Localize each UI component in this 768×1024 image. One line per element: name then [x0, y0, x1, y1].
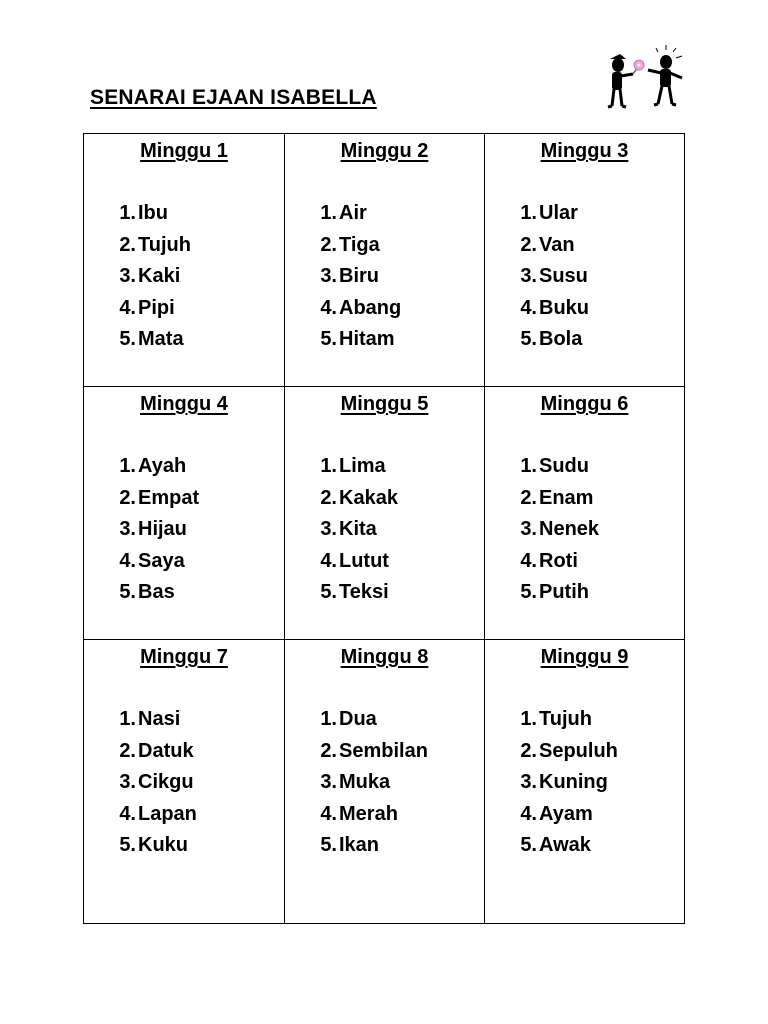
list-item	[514, 202, 589, 234]
list-item	[113, 518, 199, 550]
spelling-word: Bola	[539, 328, 583, 351]
item-number: 3.	[119, 771, 136, 794]
spelling-word: Dua	[339, 708, 377, 730]
word-list	[314, 708, 428, 866]
word-list	[514, 202, 589, 360]
word-list	[514, 708, 618, 866]
spelling-word: Kuning	[539, 771, 608, 794]
list-item	[514, 708, 618, 740]
spelling-word: Nasi	[138, 708, 181, 730]
item-number: 5.	[119, 328, 136, 351]
item-number: 4.	[520, 296, 537, 319]
week-cell	[285, 387, 485, 640]
item-number: 2.	[119, 739, 136, 762]
item-number: 5.	[119, 581, 136, 604]
item-number: 3.	[520, 771, 537, 794]
spelling-word: Awak	[539, 834, 591, 857]
spelling-table	[83, 133, 685, 924]
item-number: 5.	[320, 581, 337, 604]
item-number: 3.	[320, 518, 337, 541]
item-number: 1.	[320, 455, 337, 477]
list-item	[113, 550, 199, 582]
item-number: 1.	[520, 455, 537, 477]
spelling-word: Tujuh	[539, 708, 592, 730]
spelling-word: Lima	[339, 455, 386, 477]
week-cell	[84, 387, 285, 640]
spelling-word: Sudu	[539, 455, 589, 477]
list-item	[113, 297, 191, 329]
list-item	[314, 455, 398, 487]
list-item	[113, 581, 199, 613]
item-number: 5.	[520, 328, 537, 351]
list-item	[314, 328, 401, 360]
spelling-word: Tiga	[339, 233, 380, 256]
spelling-word: Ular	[539, 202, 578, 224]
page-title: SENARAI EJAAN ISABELLA	[90, 86, 377, 109]
week-heading: Minggu 5	[340, 393, 429, 415]
spelling-word: Cikgu	[138, 771, 194, 794]
item-number: 1.	[320, 202, 337, 224]
list-item	[314, 265, 401, 297]
week-heading: Minggu 2	[340, 140, 429, 162]
list-item	[514, 550, 599, 582]
spelling-word: Ibu	[138, 202, 168, 224]
spelling-word: Muka	[339, 771, 391, 794]
list-item	[314, 771, 428, 803]
item-number: 4.	[119, 296, 136, 319]
list-item	[113, 834, 197, 866]
week-heading: Minggu 8	[340, 646, 429, 668]
word-list	[113, 202, 191, 360]
spelling-word: Van	[539, 233, 575, 256]
list-item	[314, 297, 401, 329]
spelling-word: Lapan	[138, 802, 197, 825]
week-cell	[485, 640, 684, 923]
item-number: 1.	[520, 708, 537, 730]
list-item	[314, 803, 428, 835]
week-cell	[485, 134, 684, 387]
spelling-word: Empat	[138, 486, 200, 509]
item-number: 1.	[520, 202, 537, 224]
spelling-word: Mata	[138, 328, 184, 351]
list-item	[314, 487, 398, 519]
list-item	[514, 234, 589, 266]
spelling-word: Kakak	[339, 486, 398, 509]
week-cell	[84, 640, 285, 923]
list-item	[113, 803, 197, 835]
word-list	[314, 455, 398, 613]
people-giving-flower-icon	[600, 44, 696, 110]
week-cell	[485, 387, 684, 640]
week-heading: Minggu 4	[140, 393, 228, 415]
list-item	[314, 834, 428, 866]
list-item	[514, 328, 589, 360]
spelling-word: Tujuh	[138, 233, 191, 256]
list-item	[514, 455, 599, 487]
list-item	[314, 708, 428, 740]
list-item	[113, 234, 191, 266]
item-number: 5.	[320, 834, 337, 857]
spelling-word: Sepuluh	[539, 739, 618, 762]
spelling-word: Roti	[539, 549, 578, 572]
item-number: 1.	[119, 708, 136, 730]
week-heading: Minggu 3	[540, 140, 629, 162]
item-number: 4.	[520, 802, 537, 825]
spelling-word: Saya	[138, 549, 185, 572]
week-cell	[285, 134, 485, 387]
list-item	[113, 265, 191, 297]
list-item	[514, 834, 618, 866]
list-item	[314, 550, 398, 582]
item-number: 4.	[320, 802, 337, 825]
list-item	[514, 771, 618, 803]
item-number: 1.	[119, 455, 136, 477]
list-item	[113, 487, 199, 519]
list-item	[514, 297, 589, 329]
spelling-word: Nenek	[539, 518, 600, 541]
list-item	[113, 708, 197, 740]
word-list	[113, 708, 197, 866]
item-number: 3.	[520, 265, 537, 288]
item-number: 3.	[119, 518, 136, 541]
item-number: 5.	[320, 328, 337, 351]
list-item	[314, 581, 398, 613]
list-item	[514, 581, 599, 613]
item-number: 2.	[320, 739, 337, 762]
item-number: 3.	[520, 518, 537, 541]
spelling-word: Kuku	[138, 834, 188, 857]
spelling-word: Pipi	[138, 296, 175, 319]
spelling-word: Kita	[339, 518, 377, 541]
list-item	[514, 803, 618, 835]
week-cell	[285, 640, 485, 923]
item-number: 2.	[320, 486, 337, 509]
item-number: 2.	[520, 233, 537, 256]
spelling-word: Merah	[339, 802, 398, 825]
spelling-word: Kaki	[138, 265, 181, 288]
list-item	[314, 740, 428, 772]
list-item	[113, 771, 197, 803]
item-number: 5.	[520, 581, 537, 604]
word-list	[514, 455, 599, 613]
week-heading: Minggu 9	[540, 646, 629, 668]
week-heading: Minggu 1	[140, 140, 228, 162]
item-number: 1.	[119, 202, 136, 224]
item-number: 5.	[520, 834, 537, 857]
list-item	[314, 518, 398, 550]
spelling-word: Hitam	[339, 328, 395, 351]
spelling-word: Sembilan	[339, 739, 428, 762]
spelling-word: Ayah	[138, 455, 187, 477]
spelling-word: Hijau	[138, 518, 187, 541]
spelling-word: Lutut	[339, 549, 389, 572]
spelling-word: Ayam	[539, 802, 593, 825]
item-number: 2.	[520, 486, 537, 509]
item-number: 2.	[320, 233, 337, 256]
spelling-word: Ikan	[339, 834, 380, 857]
list-item	[514, 265, 589, 297]
list-item	[113, 740, 197, 772]
item-number: 4.	[320, 549, 337, 572]
word-list	[314, 202, 401, 360]
list-item	[514, 487, 599, 519]
item-number: 4.	[520, 549, 537, 572]
item-number: 4.	[119, 549, 136, 572]
spelling-word: Air	[339, 202, 367, 224]
week-heading: Minggu 6	[540, 393, 629, 415]
item-number: 2.	[119, 486, 136, 509]
spelling-word: Bas	[138, 581, 175, 604]
item-number: 3.	[320, 771, 337, 794]
list-item	[113, 455, 199, 487]
spelling-word: Abang	[339, 296, 402, 319]
list-item	[113, 202, 191, 234]
word-list	[113, 455, 199, 613]
list-item	[314, 234, 401, 266]
list-item	[113, 328, 191, 360]
list-item	[514, 518, 599, 550]
item-number: 3.	[320, 265, 337, 288]
week-heading: Minggu 7	[140, 646, 228, 668]
spelling-word: Putih	[539, 581, 589, 604]
spelling-word: Buku	[539, 296, 589, 319]
item-number: 1.	[320, 708, 337, 730]
list-item	[314, 202, 401, 234]
list-item	[514, 740, 618, 772]
item-number: 2.	[119, 233, 136, 256]
spelling-word: Datuk	[138, 739, 194, 762]
spelling-word: Susu	[539, 265, 588, 288]
spelling-word: Biru	[339, 265, 379, 288]
spelling-word: Enam	[539, 486, 594, 509]
week-cell	[84, 134, 285, 387]
item-number: 5.	[119, 834, 136, 857]
item-number: 4.	[320, 296, 337, 319]
item-number: 2.	[520, 739, 537, 762]
spelling-word: Teksi	[339, 581, 389, 604]
item-number: 3.	[119, 265, 136, 288]
item-number: 4.	[119, 802, 136, 825]
